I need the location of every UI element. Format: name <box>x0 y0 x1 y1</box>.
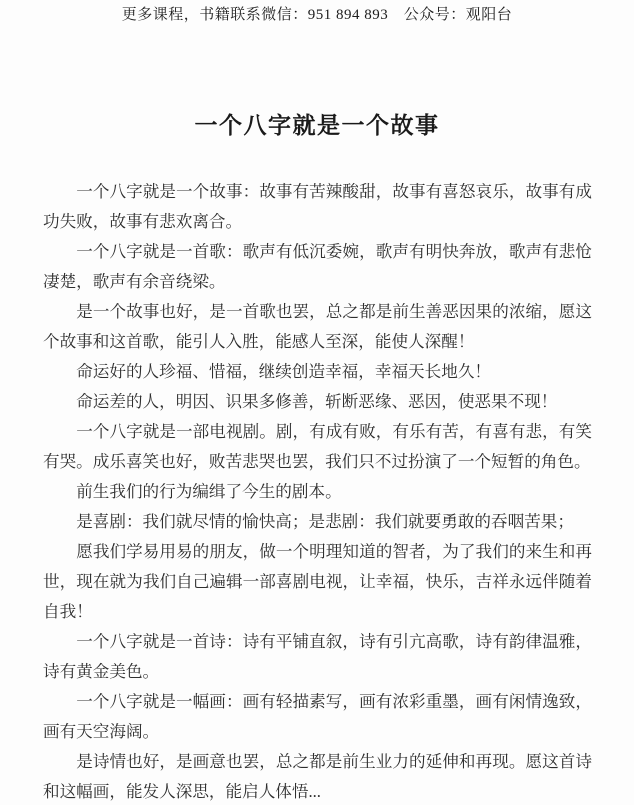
paragraph: 一个八字就是一首歌：歌声有低沉委婉，歌声有明快奔放，歌声有悲怆凄楚，歌声有余音绕梁。 <box>43 242 592 291</box>
paragraph: 前生我们的行为编缉了今生的剧本。 <box>76 482 342 501</box>
paragraph: 命运差的人，明因、识果多修善，斩断恶缘、恶因，使恶果不现！ <box>76 392 558 411</box>
paragraph: 命运好的人珍福、惜福，继续创造幸福，幸福天长地久！ <box>76 362 492 381</box>
paragraph: 是诗情也好，是画意也罢，总之都是前生业力的延伸和再现。愿这首诗和这幅画，能发人深思，能启人体悟... <box>43 752 592 801</box>
paragraph: 是喜剧：我们就尽情的愉快高；是悲剧：我们就要勇敢的吞咽苦果； <box>76 512 574 531</box>
header-contact-line: 更多课程，书籍联系微信：951 894 893 公众号：观阳台 <box>121 7 513 23</box>
paragraph: 一个八字就是一首诗：诗有平铺直叙，诗有引亢高歌，诗有韵律温雅，诗有黄金美色。 <box>43 632 592 681</box>
paragraph: 愿我们学易用易的朋友，做一个明理知道的智者，为了我们的来生和再世，现在就为我们自己遍辑一部喜剧电视，让幸福，快乐，吉祥永远伴随着自我！ <box>43 542 592 621</box>
page-title: 一个八字就是一个故事 <box>194 113 440 138</box>
paragraph: 一个八字就是一幅画：画有轻描素写，画有浓彩重墨，画有闲情逸致，画有天空海阔。 <box>43 692 592 741</box>
paragraph: 一个八字就是一部电视剧。剧，有成有败，有乐有苦，有喜有悲，有笑有哭。成乐喜笑也好，败苦悲哭也罢，我们只不过扮演了一个短暂的角色。 <box>43 422 592 471</box>
paragraph: 是一个故事也好，是一首歌也罢，总之都是前生善恶因果的浓缩，愿这个故事和这首歌，能引人入胜，能感人至深，能使人深醒！ <box>43 302 592 351</box>
document-body <box>43 177 592 805</box>
paragraph: 一个八字就是一个故事：故事有苦辣酸甜，故事有喜怒哀乐，故事有成功失败，故事有悲欢离合。 <box>43 182 592 231</box>
